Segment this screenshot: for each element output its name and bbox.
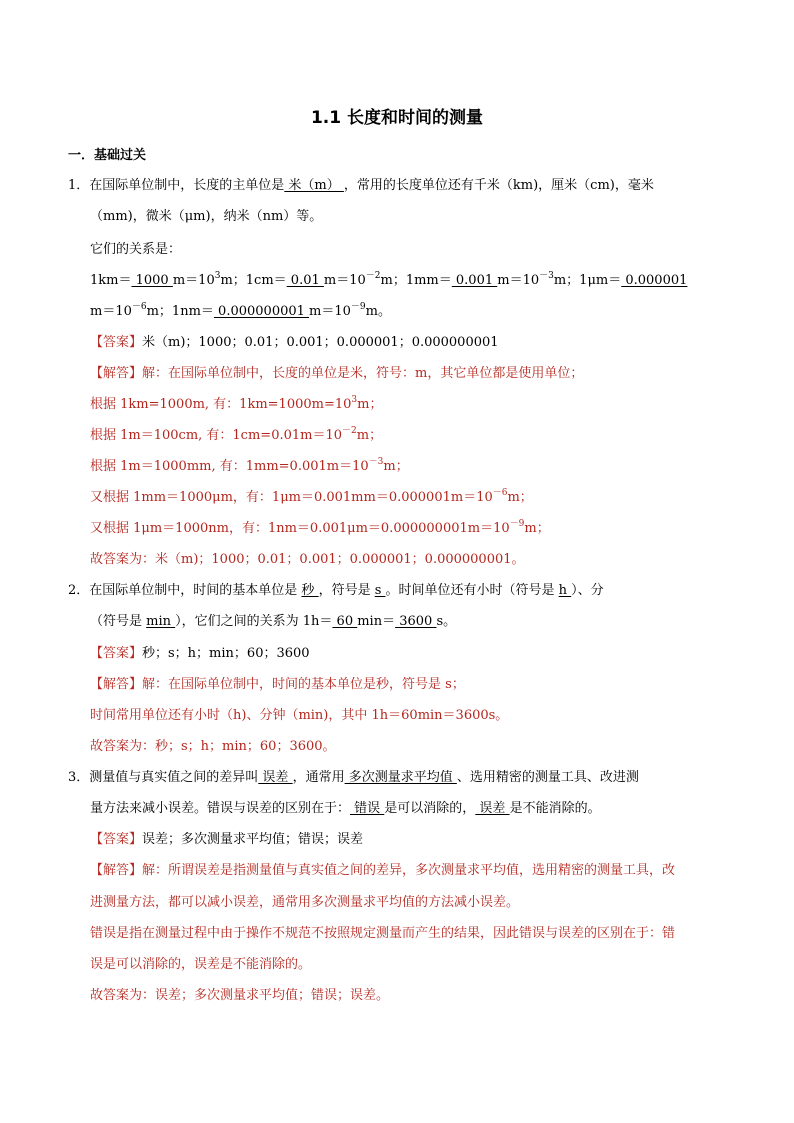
q3-exp-line-1: 进测量方法，都可以减小误差，通常用多次测量求平均值的方法减小误差。 <box>90 895 520 910</box>
q1-blank-1: 米（m） <box>284 178 344 193</box>
q2-line-1 <box>68 581 604 601</box>
q1-explanation <box>90 364 583 384</box>
exponent: －6 <box>492 488 508 498</box>
q1-exp-line-4 <box>90 488 533 508</box>
exponent: －9 <box>350 302 366 312</box>
q1-exp-line-3 <box>90 457 409 477</box>
text-segment: s。 <box>436 614 457 629</box>
q2-number: 2． <box>68 583 90 598</box>
q1-line-2: （mm)，微米（μm)，纳米（nm）等。 <box>90 209 323 224</box>
text-segment: m＝10 <box>172 273 215 288</box>
exponent: －9 <box>509 519 525 529</box>
q2-blank-5: 60 <box>332 614 358 629</box>
section-heading: 一．基础过关 <box>68 148 147 163</box>
text-segment: m＝10 <box>497 273 540 288</box>
text-segment: 测量值与真实值之间的差异叫 <box>89 770 259 785</box>
q1-line-5 <box>90 302 391 322</box>
exponent: 3 <box>351 395 358 405</box>
q1-blank-um: 0.000001 <box>621 273 688 288</box>
text-segment: m；1nm＝ <box>146 304 214 319</box>
explanation-tag: 【解答】 <box>90 863 143 878</box>
q1-exp-line-5 <box>90 519 550 539</box>
answer-tag: 【答案】 <box>90 832 143 847</box>
text-segment: 根据 1m＝1000mm, 有：1mm=0.001m＝10 <box>90 459 369 474</box>
text-segment: 是可以消除的， <box>384 801 476 816</box>
text-segment: 解：在国际单位制中，时间的基本单位是秒，符号是 s； <box>142 677 465 692</box>
exponent: －2 <box>365 271 381 281</box>
text-segment: 根据 1m＝100cm, 有：1cm=0.01m＝10 <box>90 428 343 443</box>
text-segment: 是不能消除的。 <box>509 801 601 816</box>
q1-line-1 <box>68 176 654 196</box>
text-segment: m＝10 <box>90 304 132 319</box>
q1-exp-line-2 <box>90 426 382 446</box>
text-segment: 秒；s；h；min；60；3600 <box>142 646 310 661</box>
text-segment: m； <box>357 397 383 412</box>
text-segment: 解：所谓误差是指测量值与真实值之间的差异，多次测量求平均值，选用精密的测量工具，改 <box>142 863 676 878</box>
exponent: －3 <box>539 271 554 281</box>
q3-exp-line-2: 错误是指在测量过程中由于操作不规范不按照规定测量而产生的结果，因此错误与误差的区别在于：错 <box>90 926 676 941</box>
text-segment: 误差；多次测量求平均值；错误；误差 <box>142 832 364 847</box>
text-segment: m。 <box>365 304 391 319</box>
q2-blank-2: s <box>374 583 386 598</box>
text-segment: m； <box>383 459 409 474</box>
text-segment: ，常用的长度单位还有千米（km)，厘米（cm)，毫米 <box>343 178 654 193</box>
text-segment: ），它们之间的关系为 1h＝ <box>175 614 333 629</box>
q3-blank-4: 误差 <box>475 801 510 816</box>
exponent: －3 <box>368 457 384 467</box>
q3-blank-3: 错误 <box>350 801 385 816</box>
q1-line-4 <box>90 271 687 291</box>
q3-line-1 <box>68 768 639 788</box>
text-segment: 在国际单位制中，长度的主单位是 <box>89 178 285 193</box>
text-segment: ，通常用 <box>292 770 345 785</box>
answer-tag: 【答案】 <box>90 646 143 661</box>
q2-blank-4: min <box>146 614 176 629</box>
text-segment: 米（m)；1000；0.01；0.001；0.000001；0.000000001 <box>142 335 499 350</box>
q3-line-2 <box>90 799 601 819</box>
q3-blank-1: 误差 <box>258 770 293 785</box>
q1-line-3: 它们的关系是： <box>90 242 182 257</box>
q2-final: 故答案为：秒；s；h；min；60；3600。 <box>90 739 336 754</box>
text-segment: m＝10 <box>323 273 366 288</box>
q1-blank-nm: 0.000000001 <box>213 304 310 319</box>
explanation-tag: 【解答】 <box>90 366 143 381</box>
text-segment: 又根据 1μm＝1000nm，有：1nm＝0.001μm＝0.000000001m＝10 <box>90 521 510 536</box>
q2-exp-line-1: 时间常用单位还有小时（h)、分钟（min)，其中 1h＝60min＝3600s。 <box>90 708 509 723</box>
text-segment: ）、分 <box>571 583 604 598</box>
q1-blank-km: 1000 <box>131 273 173 288</box>
q3-blank-2: 多次测量求平均值 <box>344 770 457 785</box>
text-segment: ，符号是 <box>318 583 375 598</box>
q2-blank-3: h <box>558 583 572 598</box>
text-segment: m；1cm＝ <box>220 273 287 288</box>
text-segment: 量方法来减小误差。错误与误差的区别在于： <box>90 801 351 816</box>
exponent: －6 <box>131 302 147 312</box>
text-segment: （符号是 <box>90 614 147 629</box>
text-segment: min＝ <box>357 614 396 629</box>
text-segment: m； <box>507 490 533 505</box>
exponent: 3 <box>214 271 221 281</box>
q1-exp-line-1 <box>90 395 382 415</box>
text-segment: 1km＝ <box>90 273 132 288</box>
q3-number: 3． <box>68 770 90 785</box>
q3-exp-line-3: 误是可以消除的，误差是不能消除的。 <box>90 957 312 972</box>
answer-tag: 【答案】 <box>90 335 143 350</box>
q1-blank-cm: 0.01 <box>286 273 324 288</box>
text-segment: m； <box>524 521 550 536</box>
explanation-tag: 【解答】 <box>90 677 143 692</box>
q1-final: 故答案为：米（m)；1000；0.01；0.001；0.000001；0.000000001。 <box>90 552 525 567</box>
q1-answer <box>90 333 499 353</box>
q2-blank-6: 3600 <box>395 614 437 629</box>
q1-number: 1． <box>68 178 90 193</box>
text-segment: 根据 1km=1000m, 有：1km=1000m=10 <box>90 397 352 412</box>
page-title: 1.1 长度和时间的测量 <box>310 108 484 128</box>
q3-explanation <box>90 861 675 881</box>
text-segment: m＝10 <box>309 304 351 319</box>
text-segment: 在国际单位制中，时间的基本单位是 <box>89 583 302 598</box>
q2-blank-1: 秒 <box>301 583 319 598</box>
q2-answer <box>90 644 310 664</box>
text-segment: m； <box>356 428 383 443</box>
text-segment: m；1μm＝ <box>553 273 622 288</box>
text-segment: m；1mm＝ <box>380 273 452 288</box>
text-segment: 又根据 1mm＝1000μm，有：1μm＝0.001mm＝0.000001m＝10 <box>90 490 493 505</box>
text-segment: 、选用精密的测量工具、改进测 <box>456 770 639 785</box>
q2-line-2 <box>90 612 456 632</box>
q3-answer <box>90 830 363 850</box>
exponent: －2 <box>342 426 357 436</box>
q1-blank-mm: 0.001 <box>451 273 498 288</box>
text-segment: 。时间单位还有小时（符号是 <box>385 583 559 598</box>
q2-explanation <box>90 675 465 695</box>
text-segment: 解：在国际单位制中，长度的单位是米，符号：m，其它单位都是使用单位； <box>142 366 584 381</box>
q3-final: 故答案为：误差；多次测量求平均值；错误；误差。 <box>90 988 390 1003</box>
